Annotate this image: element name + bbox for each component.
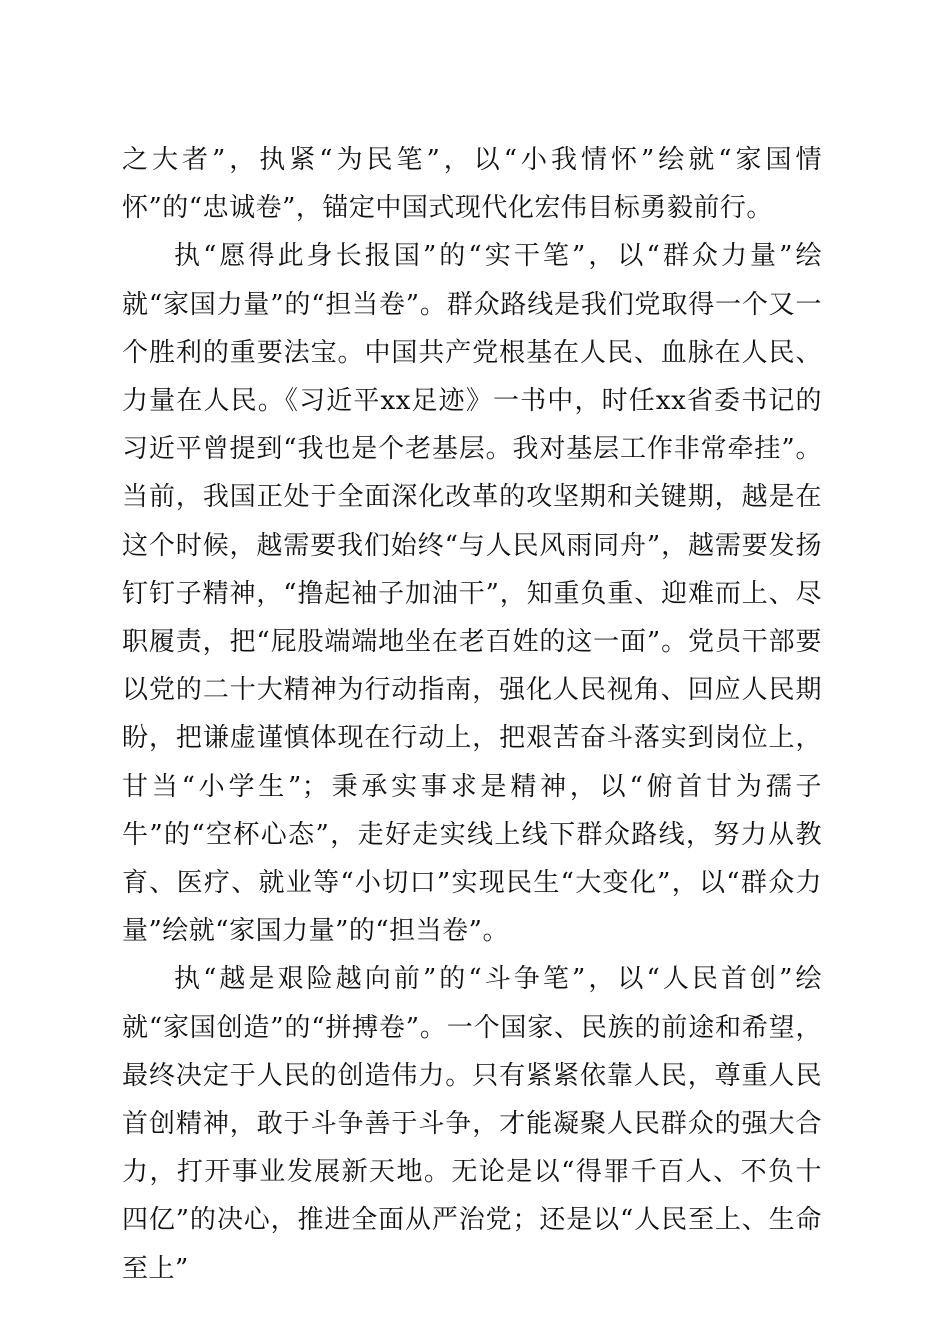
body-text — [122, 136, 822, 1293]
paragraph-struggle-pen: 执“越是艰险越向前”的“斗争笔”，以“人民首创”绘就“家国创造”的“拼搏卷”。一个国家、民族的前途和希望，最终决定于人民的创造伟力。只有紧紧依靠人民，尊重人民首创精神，敢于斗争善于斗争，才能凝聚人民群众的强大合力，打开事业发展新天地。无论是以“得罪千百人、不负十四亿”的决心，推进全面从严治党；还是以“人民至上、生命至上” — [122, 964, 822, 1284]
paragraph-continuation: 之大者”，执紧“为民笔”，以“小我情怀”绘就“家国情怀”的“忠诚卷”，锚定中国式现代化宏伟目标勇毅前行。 — [122, 145, 822, 224]
paragraph-practical-pen: 执“愿得此身长报国”的“实干笔”，以“群众力量”绘就“家国力量”的“担当卷”。群众路线是我们党取得一个又一个胜利的重要法宝。中国共产党根基在人民、血脉在人民、力量在人民。《习近平xx足迹》一书中，时任xx省委书记的习近平曾提到“我也是个老基层。我对基层工作非常牵挂”。当前，我国正处于全面深化改革的攻坚期和关键期，越是在这个时候，越需要我们始终“与人民风雨同舟”，越需要发扬钉钉子精神，“撸起袖子加油干”，知重负重、迎难而上、尽职履责，把“屁股端端地坐在老百姓的这一面”。党员干部要以党的二十大精神为行动指南，强化人民视角、回应人民期盼，把谦虚谨慎体现在行动上，把艰苦奋斗落实到岗位上，甘当“小学生”；秉承实事求是精神，以“俯首甘为孺子牛”的“空杯心态”，走好走实线上线下群众路线，努力从教育、医疗、就业等“小切口”实现民生“大变化”，以“群众力量”绘就“家国力量”的“担当卷”。 — [122, 241, 822, 947]
